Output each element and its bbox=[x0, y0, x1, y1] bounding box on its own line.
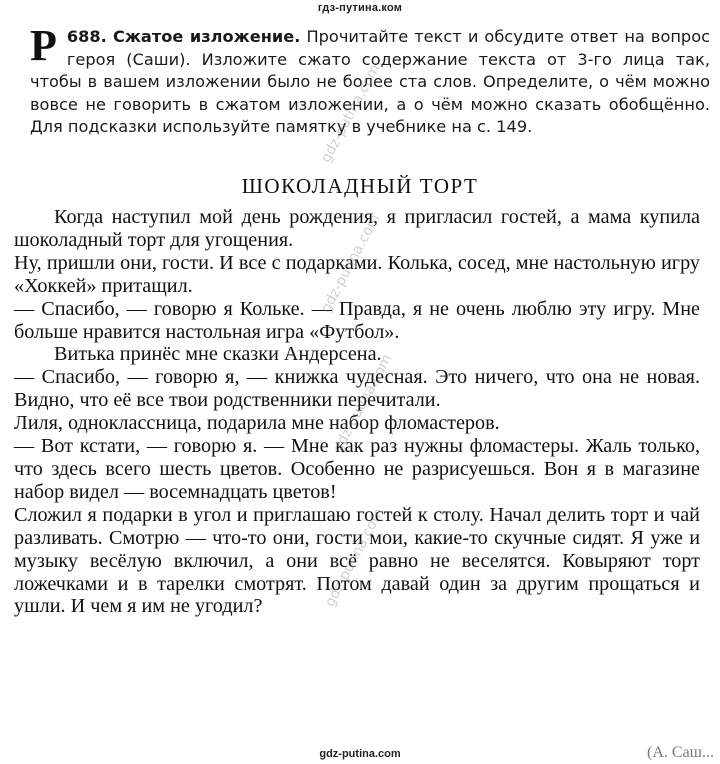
story-paragraph: Когда наступил мой день рождения, я пригласил гостей, а мама купила шоколадный торт для угощения. bbox=[14, 206, 700, 251]
story-title: ШОКОЛАДНЫЙ ТОРТ bbox=[241, 174, 479, 198]
watermark: gdz-putina.com bbox=[322, 505, 388, 610]
story-paragraph: Витька принёс мне сказки Андерсена. bbox=[54, 343, 382, 366]
story-author: (А. Саш... bbox=[647, 744, 714, 761]
watermark: gdz-putina.com bbox=[318, 61, 384, 166]
task-instructions: Прочитайте текст и обсудите ответ на вопрос героя (Саши). Изложите сжато содержание текста от 3-го лица так, чтобы в вашем изложении было не более ста слов. Определите, о чём можно вовсе не говорить в сжатом изложении, а о чём можно сказать обобщённо. Для подсказки используйте памятку в учебнике на с. 149. bbox=[30, 27, 711, 136]
site-header-label: гдз-путина.ком bbox=[317, 2, 403, 14]
task-number: 688. bbox=[66, 27, 107, 46]
task-type-letter: Р bbox=[30, 21, 57, 70]
site-footer-label: gdz-putina.com bbox=[319, 748, 401, 760]
task-block bbox=[30, 21, 711, 139]
story-paragraph: — Спасибо, — говорю я, — книжка чудесная. Это ничего, что она не новая. Видно, что её все твои родственники перечитали. bbox=[14, 366, 700, 412]
story-paragraph: Сложил я подарки в угол и приглашаю гостей к столу. Начал делить торт и чай разливать. Смотрю — что-то они, гости мои, какие-то скучные сидят. Я уже и музыку весёлую включил, а они всё равно не веселятся. Ковыряют торт ложечками и в тарелки смотрят. Потом давай один за другим прощаться и ушли. И чем я им не угодил? bbox=[14, 503, 700, 618]
story-text bbox=[14, 206, 700, 618]
watermark: gdz-putina.com bbox=[318, 211, 384, 316]
story-paragraph: Лиля, одноклассница, подарила мне набор фломастеров. bbox=[14, 412, 500, 435]
task-name: Сжатое изложение. bbox=[112, 27, 301, 46]
story-paragraph: — Вот кстати, — говорю я. — Мне как раз нужны фломастеры. Жаль только, что здесь всего шесть цветов. Особенно не разрисуешься. Вон я в магазине набор видел — восемнадцать цветов! bbox=[14, 435, 700, 503]
watermark: gdz-putina.com bbox=[330, 351, 396, 456]
story-paragraph: Ну, пришли они, гости. И все с подарками. Колька, сосед, мне настольную игру «Хоккей» притащил. bbox=[14, 251, 700, 297]
story-paragraph: — Спасибо, — говорю я Кольке. — Правда, я не очень люблю эту игру. Мне больше нравится настольная игра «Футбол». bbox=[14, 297, 700, 343]
